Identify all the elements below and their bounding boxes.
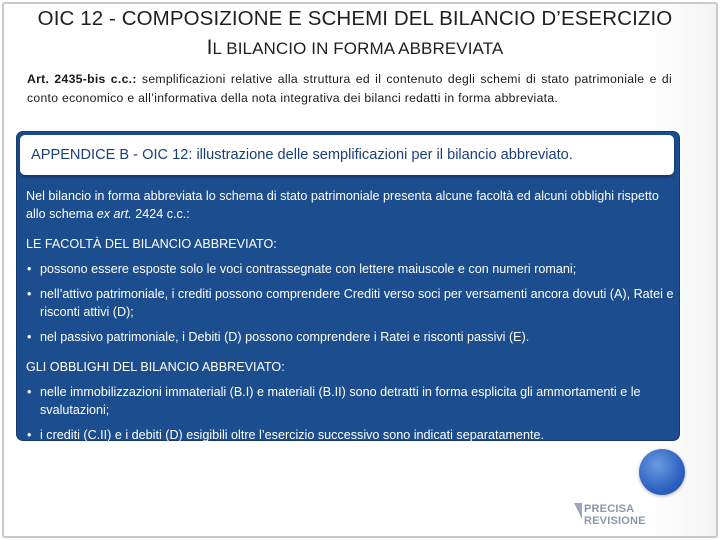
decorative-circle [639,449,685,495]
title-line-2 [10,33,700,63]
panel-intro-part-1: Nel bilancio in forma abbreviata lo schema di stato patrimoniale presenta alcune facoltà ed alcuni obblighi rispetto allo schema [26,189,659,221]
intro-text: semplificazioni relative alla struttura ed il contenuto degli schemi di stato patrimoniale e di conto economico e all’informativa della nota integrativa dei bilanci redatti in forma abbreviata. [27,72,672,105]
panel-intro-part-2: 2424 c.c.: [131,207,190,221]
intro-paragraph [27,70,672,107]
panel-intro-italic: ex art. [96,207,132,221]
brand-logo [574,500,694,527]
facolta-item: • possono essere esposte solo le voci contrassegnate con lettere maiuscole e con numeri romani; [26,260,674,278]
obblighi-item: • i crediti (C.II) e i debiti (D) esigibili oltre l’esercizio successivo sono indicati separatamente. [26,426,674,444]
title-line-2-initial: I [206,36,213,59]
appendix-panel [17,132,679,440]
facolta-item: • nell’attivo patrimoniale, i crediti possono comprendere Crediti verso soci per versamenti ancora dovuti (A), Ratei e risconti attivi (D); [26,285,674,321]
title-line-1: OIC 12 - COMPOSIZIONE E SCHEMI DEL BILANCIO D’ESERCIZIO [37,7,673,30]
panel-intro [26,187,674,223]
panel-body [26,187,674,444]
intro-reference: Art. 2435-bis c.c.: [27,72,137,86]
title-line-2-rest: L BILANCIO IN FORMA ABBREVIATA [212,39,504,58]
panel-heading: APPENDICE B - OIC 12: illustrazione delle semplificazioni per il bilancio abbreviato. [20,135,674,175]
obblighi-heading: GLI OBBLIGHI DEL BILANCIO ABBREVIATO: [26,360,285,374]
slide-title [10,4,700,63]
facolta-heading: LE FACOLTÀ DEL BILANCIO ABBREVIATO: [26,237,277,251]
brand-mark-icon [574,503,582,519]
brand-name: PRECISA REVISIONE [584,503,646,527]
obblighi-item: • nelle immobilizzazioni immateriali (B.I) e materiali (B.II) sono detratti in forma esplicita gli ammortamenti e le svalutazioni; [26,383,674,419]
facolta-item: • nel passivo patrimoniale, i Debiti (D) possono comprendere i Ratei e risconti passivi (E). [26,328,674,346]
